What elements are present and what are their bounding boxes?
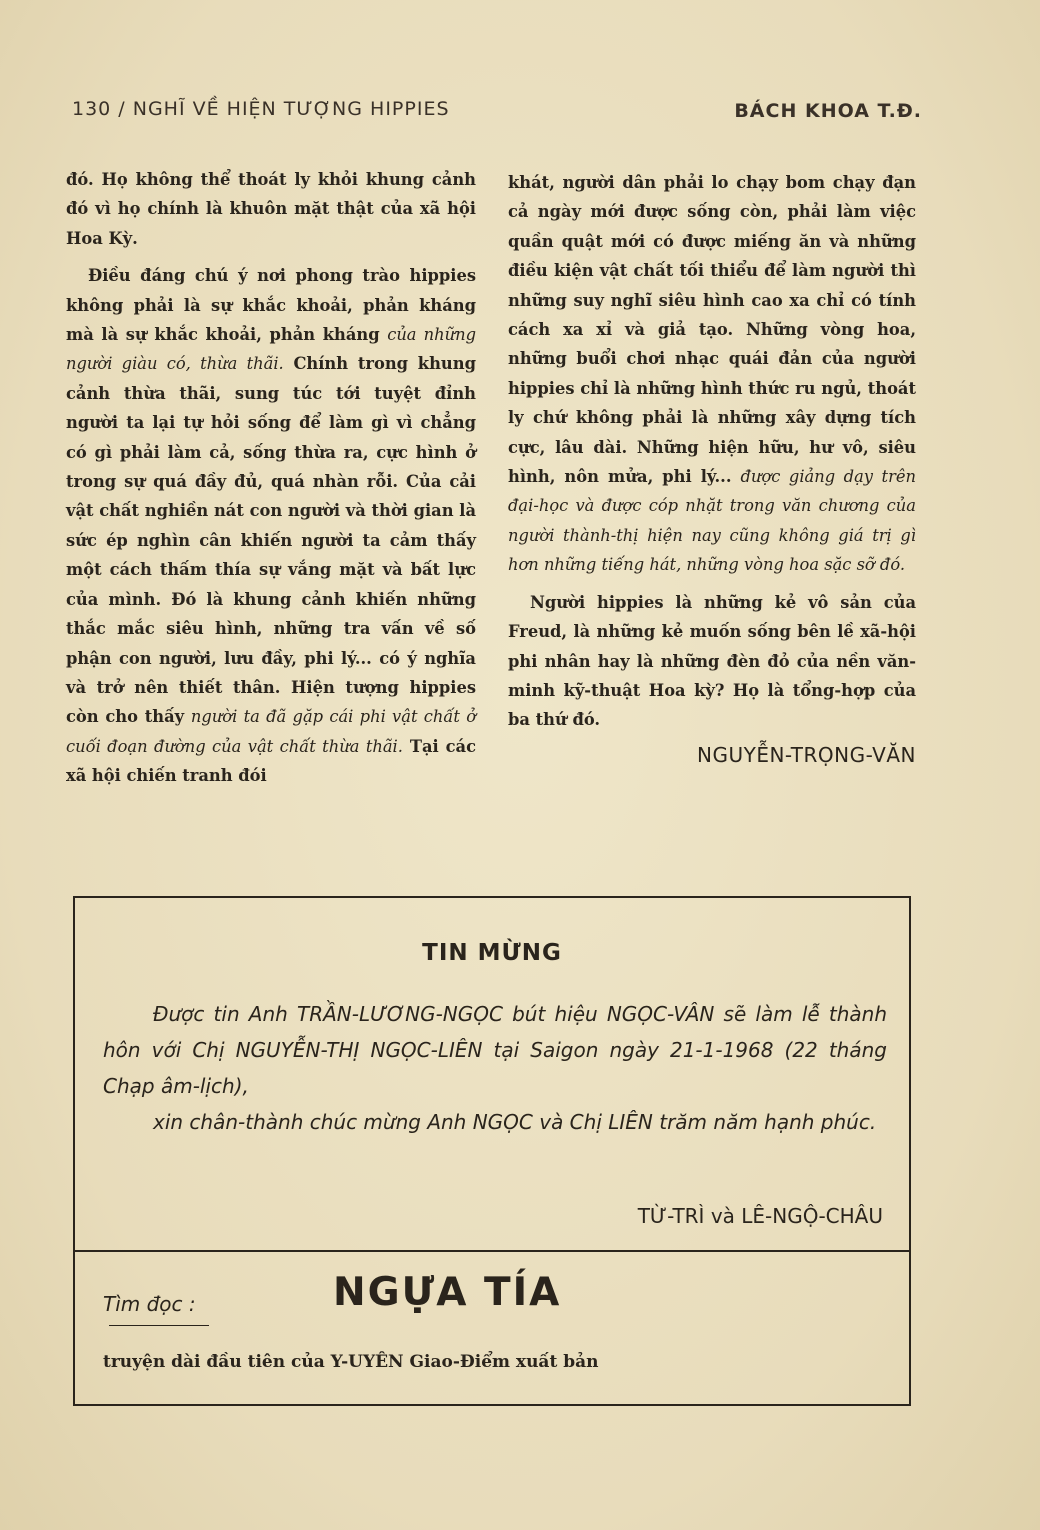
ad-book-title: NGỰA TÍA: [333, 1270, 562, 1315]
ad-label: Tìm đọc :: [103, 1292, 196, 1316]
announcement-signature: TỪ-TRÌ và LÊ-NGỘ-CHÂU: [637, 1204, 883, 1228]
announcement-body: [103, 996, 887, 1140]
paragraph: Người hippies là những kẻ vô sản của Freud, là những kẻ muốn sống bên lề xã-hội phi nhân hay là những đèn đỏ của nền văn-minh kỹ-thuật Hoa kỳ? Họ là tổng-hợp của ba thứ đó.: [508, 592, 916, 730]
text-run: khát, người dân phải lo chạy bom chạy đạn cả ngày mới được sống còn, phải làm việc quần quật mới có được miếng ăn và những điều kiện vật chất tối thiểu để làm người thì những suy nghĩ siêu hình cao xa chỉ có tính cách xa xỉ và giả tạo. Những vòng hoa, những buổi chơi nhạc quái đản của người hippies chỉ là những hình thức ru ngủ, thoát ly chứ không phải là những xây dựng tích cực, lâu dài. Những hiện hữu, hư vô, siêu hình, nôn mửa, phi lý...: [508, 173, 916, 487]
text-run: Chính trong khung cảnh thừa thãi, sung túc tới tuyệt đỉnh người ta lại tự hỏi sống để làm gì vì chẳng có gì phải làm cả, sống thừa ra, cực hình ở trong sự quá đầy đủ, quá nhàn rỗi. Của cải vật chất nghiền nát con người và thời gian là sức ép nghìn cân khiến người ta cảm thấy một cách thấm thía sự vắng mặt và bất lực của mình. Đó là khung cảnh khiến những thắc mắc siêu hình, những tra vấn về số phận con người, lưu đầy, phi lý... có ý nghĩa và trở nên thiết thân. Hiện tượng hippies còn cho thấy: [66, 354, 476, 727]
announcement-paragraph: Được tin Anh TRẦN-LƯƠNG-NGỌC bút hiệu NGỌC-VÂN sẽ làm lễ thành hôn với Chị NGUYỄN-THỊ NGỌC-LIÊN tại Saigon ngày 21-1-1968 (22 tháng Chạp âm-lịch),: [103, 1002, 887, 1098]
magazine-name: BÁCH KHOA T.Đ.: [734, 100, 922, 122]
left-column: [66, 165, 476, 791]
announcement-box: [73, 896, 911, 1406]
italic-text: người ta đã gặp cái phi vật chất ở cuối đoạn đường của vật chất thừa thãi.: [66, 707, 476, 756]
text-run: Tại các xã hội chiến tranh đói: [66, 736, 476, 786]
divider: [75, 1250, 909, 1252]
announcement-paragraph: xin chân-thành chúc mừng Anh NGỌC và Chị LIÊN trăm năm hạnh phúc.: [153, 1110, 877, 1134]
italic-text: của những người giàu có, thừa thãi.: [66, 325, 476, 374]
announcement-title: TIN MỪNG: [422, 940, 562, 966]
italic-text: được giảng dạy trên đại-học và được cóp nhặt trong văn chương của người thành-thị hiện nay cũng không giá trị gì hơn những tiếng hát, những vòng hoa sặc sỡ đó.: [508, 467, 916, 575]
article-author: NGUYỄN-TRỌNG-VĂN: [697, 742, 916, 767]
paragraph: đó. Họ không thể thoát ly khỏi khung cảnh đó vì họ chính là khuôn mặt thật của xã hội Hoa Kỳ.: [66, 170, 476, 248]
page-header: [72, 98, 922, 126]
running-title: 130 / NGHĨ VỀ HIỆN TƯỢNG HIPPIES: [72, 98, 450, 120]
text-run: Điều đáng chú ý nơi phong trào hippies không phải là sự khắc khoải, phản kháng mà là sự khắc khoải, phản kháng: [66, 266, 476, 345]
ad-subtitle: truyện dài đầu tiên của Y-UYÊN Giao-Điểm xuất bản: [103, 1352, 599, 1372]
paragraph: [66, 261, 476, 790]
ad-label-underline: [109, 1325, 209, 1326]
right-column: [508, 168, 916, 770]
paragraph: [508, 168, 916, 580]
